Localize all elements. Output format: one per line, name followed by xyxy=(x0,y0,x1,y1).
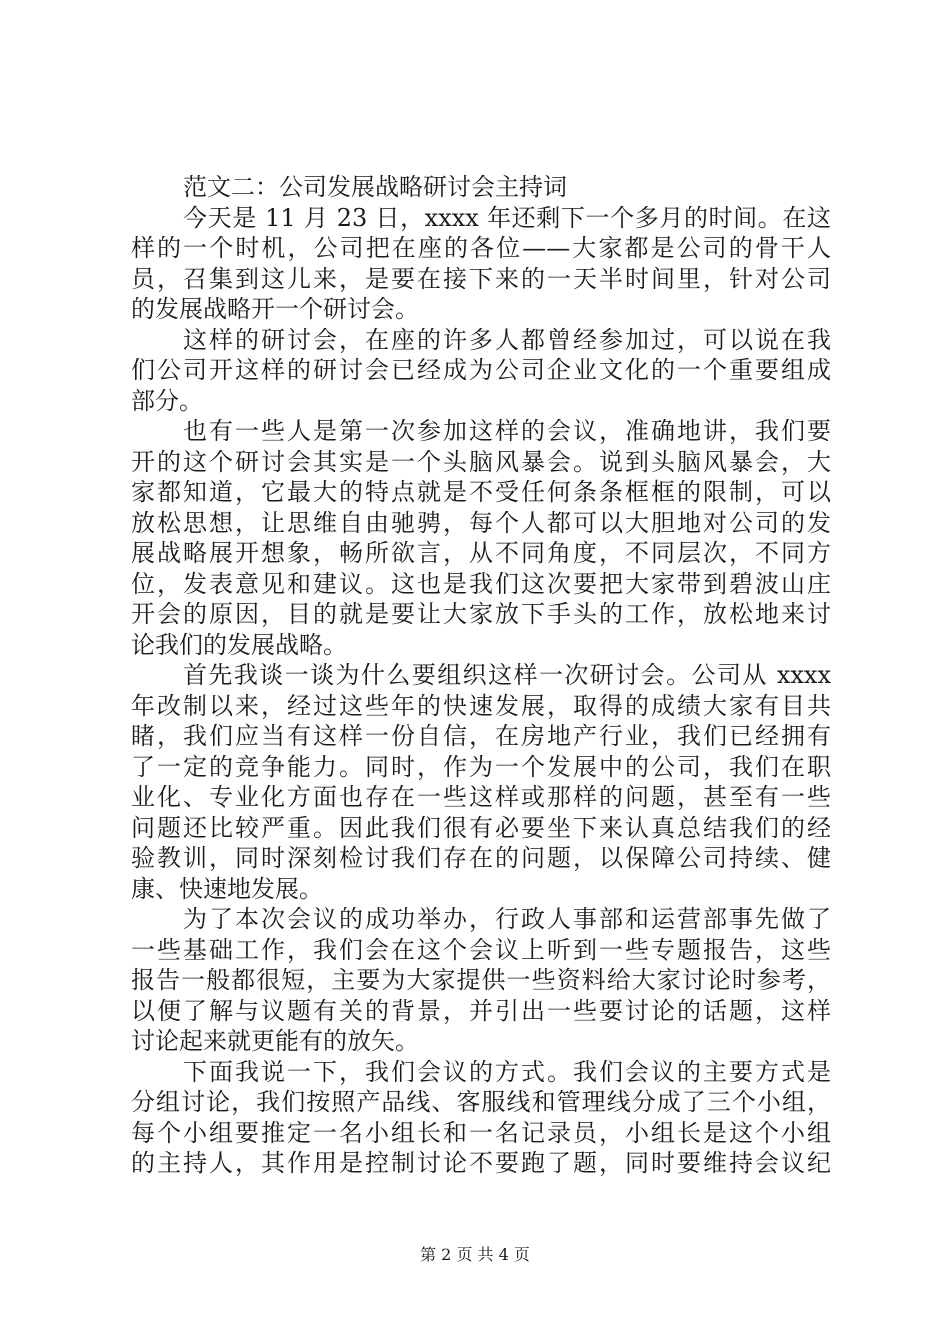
paragraph-line: 们公司开这样的研讨会已经成为公司企业文化的一个重要组成 xyxy=(131,356,831,384)
page-number-label: 第 2 页 共 4 页 xyxy=(420,1245,530,1264)
paragraph-line: 验教训，同时深刻检讨我们存在的问题，以保障公司持续、健 xyxy=(131,844,831,872)
paragraph-line: 这样的研讨会，在座的许多人都曾经参加过，可以说在我 xyxy=(183,325,831,354)
paragraph-line: 首先我谈一谈为什么要组织这样一次研讨会。公司从 xxxx xyxy=(183,661,831,689)
paragraph-line: 部分。 xyxy=(131,386,203,415)
paragraph-line: 报告一般都很短，主要为大家提供一些资料给大家讨论时参考， xyxy=(131,966,831,994)
paragraph-line: 一些基础工作，我们会在这个会议上听到一些专题报告，这些 xyxy=(131,935,831,964)
paragraph-line: 以便了解与议题有关的背景，并引出一些要讨论的话题，这样 xyxy=(131,996,831,1025)
paragraph-line: 论我们的发展战略。 xyxy=(131,630,347,659)
document-title: 范文二：公司发展战略研讨会主持词 xyxy=(183,173,567,201)
paragraph-line: 业化、专业化方面也存在一些这样或那样的问题，甚至有一些 xyxy=(131,783,831,811)
paragraph-line: 为了本次会议的成功举办，行政人事部和运营部事先做了 xyxy=(183,905,831,933)
paragraph-line: 今天是 11 月 23 日，xxxx 年还剩下一个多月的时间。在这 xyxy=(183,203,831,232)
document-body xyxy=(131,172,831,1179)
paragraph-line: 问题还比较严重。因此我们很有必要坐下来认真总结我们的经 xyxy=(131,813,831,842)
paragraph-line: 也有一些人是第一次参加这样的会议，准确地讲，我们要 xyxy=(183,417,831,445)
paragraph-line: 家都知道，它最大的特点就是不受任何条条框框的限制，可以 xyxy=(131,478,831,506)
paragraph-line: 展战略展开想象，畅所欲言，从不同角度，不同层次，不同方 xyxy=(131,539,831,567)
paragraph-line: 开的这个研讨会其实是一个头脑风暴会。说到头脑风暴会，大 xyxy=(131,447,831,476)
paragraph-line: 睹，我们应当有这样一份自信，在房地产行业，我们已经拥有 xyxy=(131,722,831,750)
paragraph-line: 样的一个时机，公司把在座的各位——大家都是公司的骨干人 xyxy=(131,234,831,262)
paragraph-line: 下面我说一下，我们会议的方式。我们会议的主要方式是 xyxy=(183,1057,831,1086)
paragraph-line: 讨论起来就更能有的放矢。 xyxy=(131,1027,419,1055)
paragraph-line: 的发展战略开一个研讨会。 xyxy=(131,295,419,323)
paragraph-line: 了一定的竞争能力。同时，作为一个发展中的公司，我们在职 xyxy=(131,752,831,781)
paragraph-line: 分组讨论，我们按照产品线、客服线和管理线分成了三个小组， xyxy=(131,1088,831,1116)
paragraph-line: 开会的原因，目的就是要让大家放下手头的工作，放松地来讨 xyxy=(131,600,831,628)
paragraph-line: 每个小组要推定一名小组长和一名记录员，小组长是这个小组 xyxy=(131,1118,831,1147)
paragraph-line: 康、快速地发展。 xyxy=(131,874,323,903)
paragraph-line: 位，发表意见和建议。这也是我们这次要把大家带到碧波山庄 xyxy=(131,569,831,598)
paragraph-line: 员，召集到这儿来，是要在接下来的一天半时间里，针对公司 xyxy=(131,264,831,293)
paragraph-line: 的主持人，其作用是控制讨论不要跑了题，同时要维持会议纪 xyxy=(131,1149,831,1177)
paragraph-line: 放松思想，让思维自由驰骋，每个人都可以大胆地对公司的发 xyxy=(131,508,831,537)
page-footer xyxy=(0,1245,950,1265)
paragraph-line: 年改制以来，经过这些年的快速发展，取得的成绩大家有目共 xyxy=(131,691,831,720)
